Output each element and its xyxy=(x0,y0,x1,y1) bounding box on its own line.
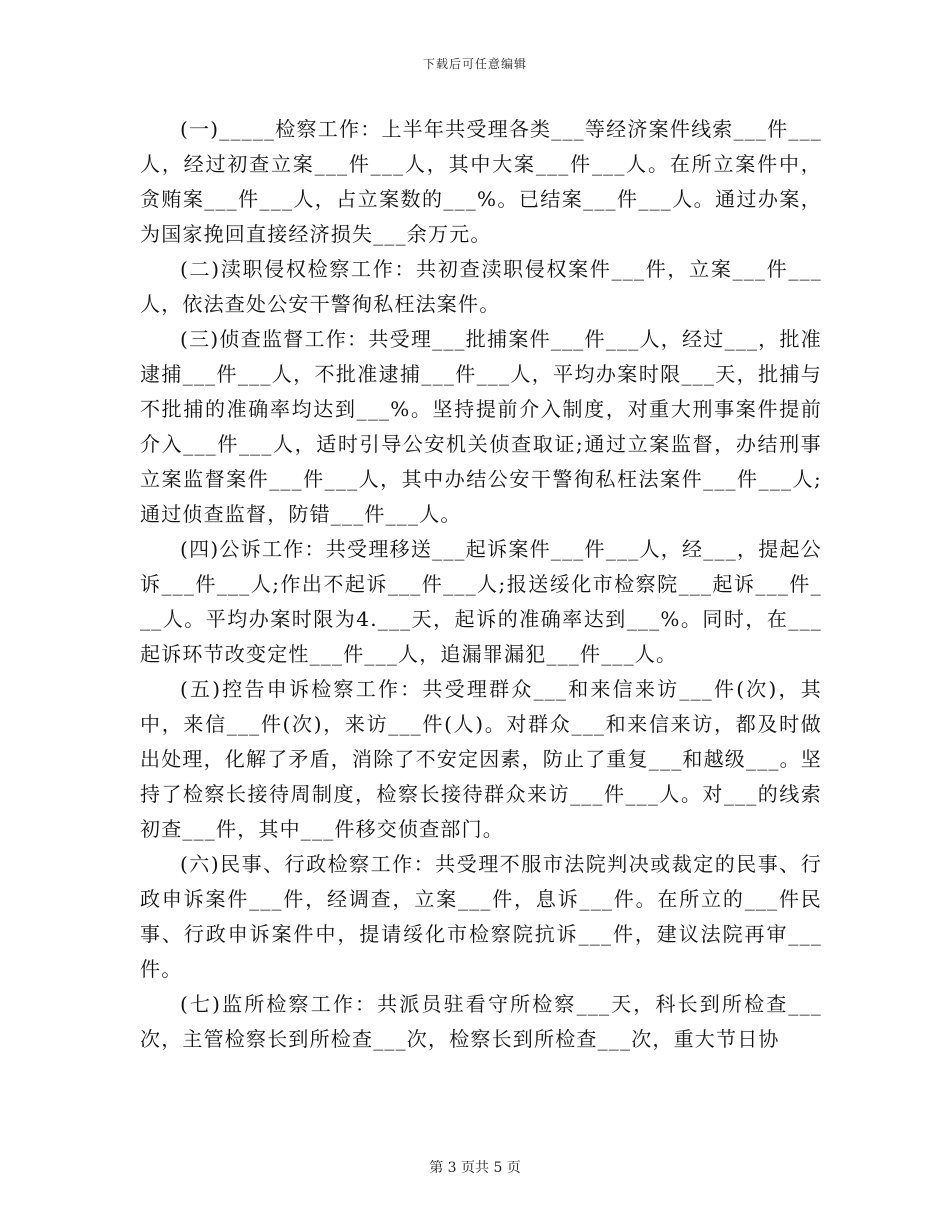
paragraph-6: (六)民事、行政检察工作：共受理不服市法院判决或裁定的民事、行政申诉案件___件，经调查，立案___件，息诉___件。在所立的___件民事、行政申诉案件中，提请绥化市检察院抗诉___件，建议法院再审___件。 xyxy=(140,852,822,981)
page-number: 第 3 页共 5 页 xyxy=(429,1160,521,1176)
paragraph-3: (三)侦查监督工作：共受理___批捕案件___件___人，经过___，批准逮捕___件___人，不批准逮捕___件___人，平均办案时限___天，批捕与不批捕的准确率均达到___%。坚持提前介入制度，对重大刑事案件提前介入___件___人，适时引导公安机关侦查取证;通过立案监督，办结刑事立案监督案件___件___人，其中办结公安干警徇私枉法案件___件___人;通过侦查监督，防错___件___人。 xyxy=(140,327,822,526)
document-body xyxy=(140,112,822,1057)
paragraph-7: (七)监所检察工作：共派员驻看守所检察___天，科长到所检查___次，主管检察长到所检查___次，检察长到所检查___次，重大节日协 xyxy=(140,992,822,1051)
paragraph-4: (四)公诉工作：共受理移送___起诉案件___件___人，经___，提起公诉___件___人;作出不起诉___件___人;报送绥化市检察院___起诉___件___人。平均办案时限为4.___天，起诉的准确率达到___%。同时，在___起诉环节改变定性___件___人，追漏罪漏犯___件___人。 xyxy=(140,537,822,666)
paragraph-5: (五)控告申诉检察工作：共受理群众___和来信来访___件(次)，其中，来信___件(次)，来访___件(人)。对群众___和来信来访，都及时做出处理，化解了矛盾，消除了不安定因素，防止了重复___和越级___。坚持了检察长接待周制度，检察长接待群众来访___件___人。对___的线索初查___件，其中___件移交侦查部门。 xyxy=(140,677,822,841)
paragraph-2: (二)渎职侵权检察工作：共初查渎职侵权案件___件，立案___件___人，依法查处公安干警徇私枉法案件。 xyxy=(140,257,822,316)
page-header-note: 下载后可任意编辑 xyxy=(422,57,527,71)
paragraph-1: (一)_____检察工作：上半年共受理各类___等经济案件线索___件___人，经过初查立案___件___人，其中大案___件___人。在所立案件中，贪贿案___件___人，占立案数的___%。已结案___件___人。通过办案，为国家挽回直接经济损失___余万元。 xyxy=(140,117,822,246)
